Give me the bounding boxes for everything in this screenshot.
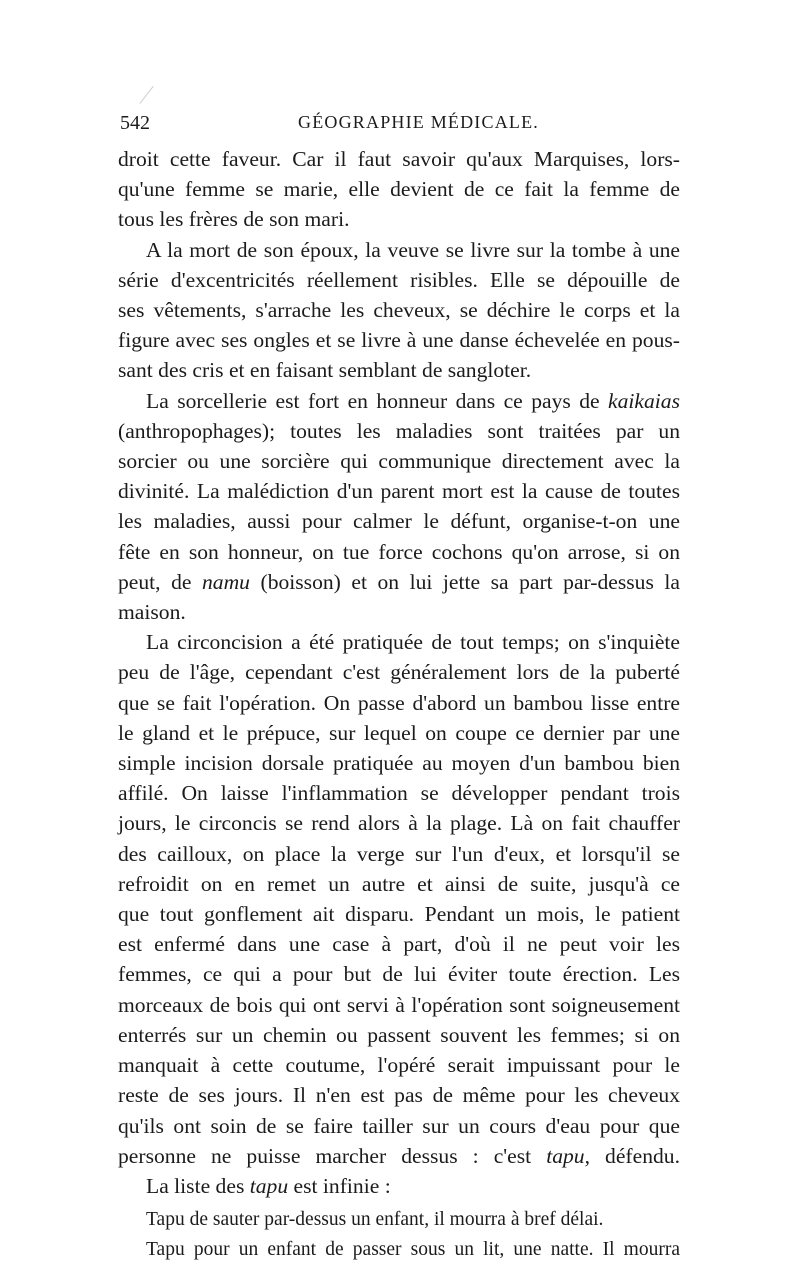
text-line: morceaux de bois qui ont servi à l'opération sont soigneusement bbox=[118, 992, 680, 1017]
italic-term: namu bbox=[201, 569, 250, 594]
text-segment: La sorcellerie est fort en honneur dans ce pays de bbox=[146, 388, 609, 413]
text-segment: La liste des bbox=[146, 1173, 250, 1198]
text-segment: personne ne puisse marcher dessus : c'est bbox=[118, 1143, 547, 1168]
text-line: qu'ils ont soin de se faire tailler sur un cours d'eau pour que bbox=[118, 1113, 680, 1138]
text-line bbox=[118, 567, 680, 597]
text-line: maison. bbox=[118, 600, 186, 625]
text-segment: , défendu. bbox=[584, 1143, 680, 1168]
page bbox=[118, 108, 680, 1265]
text-line: divinité. La malédiction d'un parent mort est la cause de toutes bbox=[118, 479, 680, 504]
text-line: que se fait l'opération. On passe d'abord un bambou lisse entre bbox=[118, 690, 680, 715]
text-line: refroidit on en remet un autre et ainsi de suite, jusqu'à ce bbox=[118, 871, 680, 896]
list-item: Tapu de sauter par-dessus un enfant, il mourra à bref délai. bbox=[146, 1209, 604, 1231]
page-number: 542 bbox=[120, 112, 150, 134]
text-line: jours, le circoncis se rend alors à la plage. Là on fait chauffer bbox=[118, 811, 680, 836]
text-line: fête en son honneur, on tue force cochons qu'on arrose, si on bbox=[118, 539, 680, 564]
text-line: qu'une femme se marie, elle devient de ce fait la femme de bbox=[118, 177, 680, 202]
text-line: que tout gonflement ait disparu. Pendant un mois, le patient bbox=[118, 902, 680, 927]
text-line: simple incision dorsale pratiquée au moyen d'un bambou bien bbox=[118, 751, 680, 776]
text-line: sorcier ou une sorcière qui communique directement avec la bbox=[118, 449, 680, 474]
text-line: (anthropophages); toutes les maladies sont traitées par un bbox=[118, 418, 680, 443]
text-line: La circoncision a été pratiquée de tout temps; on s'inquiète bbox=[146, 630, 680, 655]
text-line: reste de ses jours. Il n'en est pas de même pour les cheveux bbox=[118, 1083, 680, 1108]
text-line: droit cette faveur. Car il faut savoir qu'aux Marquises, lors- bbox=[118, 147, 680, 171]
text-line: figure avec ses ongles et se livre à une danse échevelée en pous- bbox=[118, 328, 680, 353]
italic-term: kaikaias bbox=[608, 388, 680, 413]
paragraph-4 bbox=[118, 627, 680, 1201]
scan-mark bbox=[139, 86, 153, 104]
paragraph-2 bbox=[118, 235, 680, 386]
text-line bbox=[118, 386, 680, 416]
text-line: enterrés sur un chemin ou passent souvent les femmes; si on bbox=[118, 1022, 680, 1047]
text-line: peu de l'âge, cependant c'est généralement lors de la puberté bbox=[118, 660, 680, 685]
text-line: série d'excentricités réellement risibles. Elle se dépouille de bbox=[118, 267, 680, 292]
running-title: GÉOGRAPHIE MÉDICALE. bbox=[298, 112, 539, 132]
tapu-list bbox=[118, 1205, 680, 1265]
text-line: sant des cris et en faisant semblant de sangloter. bbox=[118, 358, 532, 383]
text-line: tous les frères de son mari. bbox=[118, 207, 350, 232]
text-line: le gland et le prépuce, sur lequel on coupe ce dernier par une bbox=[118, 720, 680, 745]
text-line: A la mort de son époux, la veuve se livre sur la tombe à une bbox=[146, 237, 680, 262]
text-line: est enfermé dans une case à part, d'où il ne peut voir les bbox=[118, 932, 680, 957]
text-line: ses vêtements, s'arrache les cheveux, se déchire le corps et la bbox=[118, 298, 680, 323]
body-text bbox=[118, 144, 680, 1201]
page-header bbox=[118, 108, 680, 144]
list-item: Tapu pour un enfant de passer sous un lit, une natte. Il mourra bbox=[146, 1239, 680, 1261]
paragraph-1 bbox=[118, 144, 680, 235]
paragraph-3 bbox=[118, 386, 680, 628]
text-segment: (boisson) et on lui jette sa part par-dessus la bbox=[249, 569, 680, 594]
text-line: des cailloux, on place la verge sur l'un d'eux, et lorsqu'il se bbox=[118, 841, 680, 866]
text-line: les maladies, aussi pour calmer le défunt, organise-t-on une bbox=[118, 509, 680, 534]
text-line: femmes, ce qui a pour but de lui éviter toute érection. Les bbox=[118, 962, 680, 987]
text-line: manquait à cette coutume, l'opéré serait impuissant pour le bbox=[118, 1053, 680, 1078]
text-segment: peut, de bbox=[118, 569, 202, 594]
italic-term: tapu bbox=[546, 1143, 585, 1168]
text-line: affilé. On laisse l'inflammation se développer pendant trois bbox=[118, 781, 680, 806]
text-segment: est infinie : bbox=[288, 1173, 391, 1198]
text-line bbox=[118, 1171, 680, 1201]
italic-term: tapu bbox=[249, 1173, 289, 1198]
text-line bbox=[118, 1141, 680, 1171]
